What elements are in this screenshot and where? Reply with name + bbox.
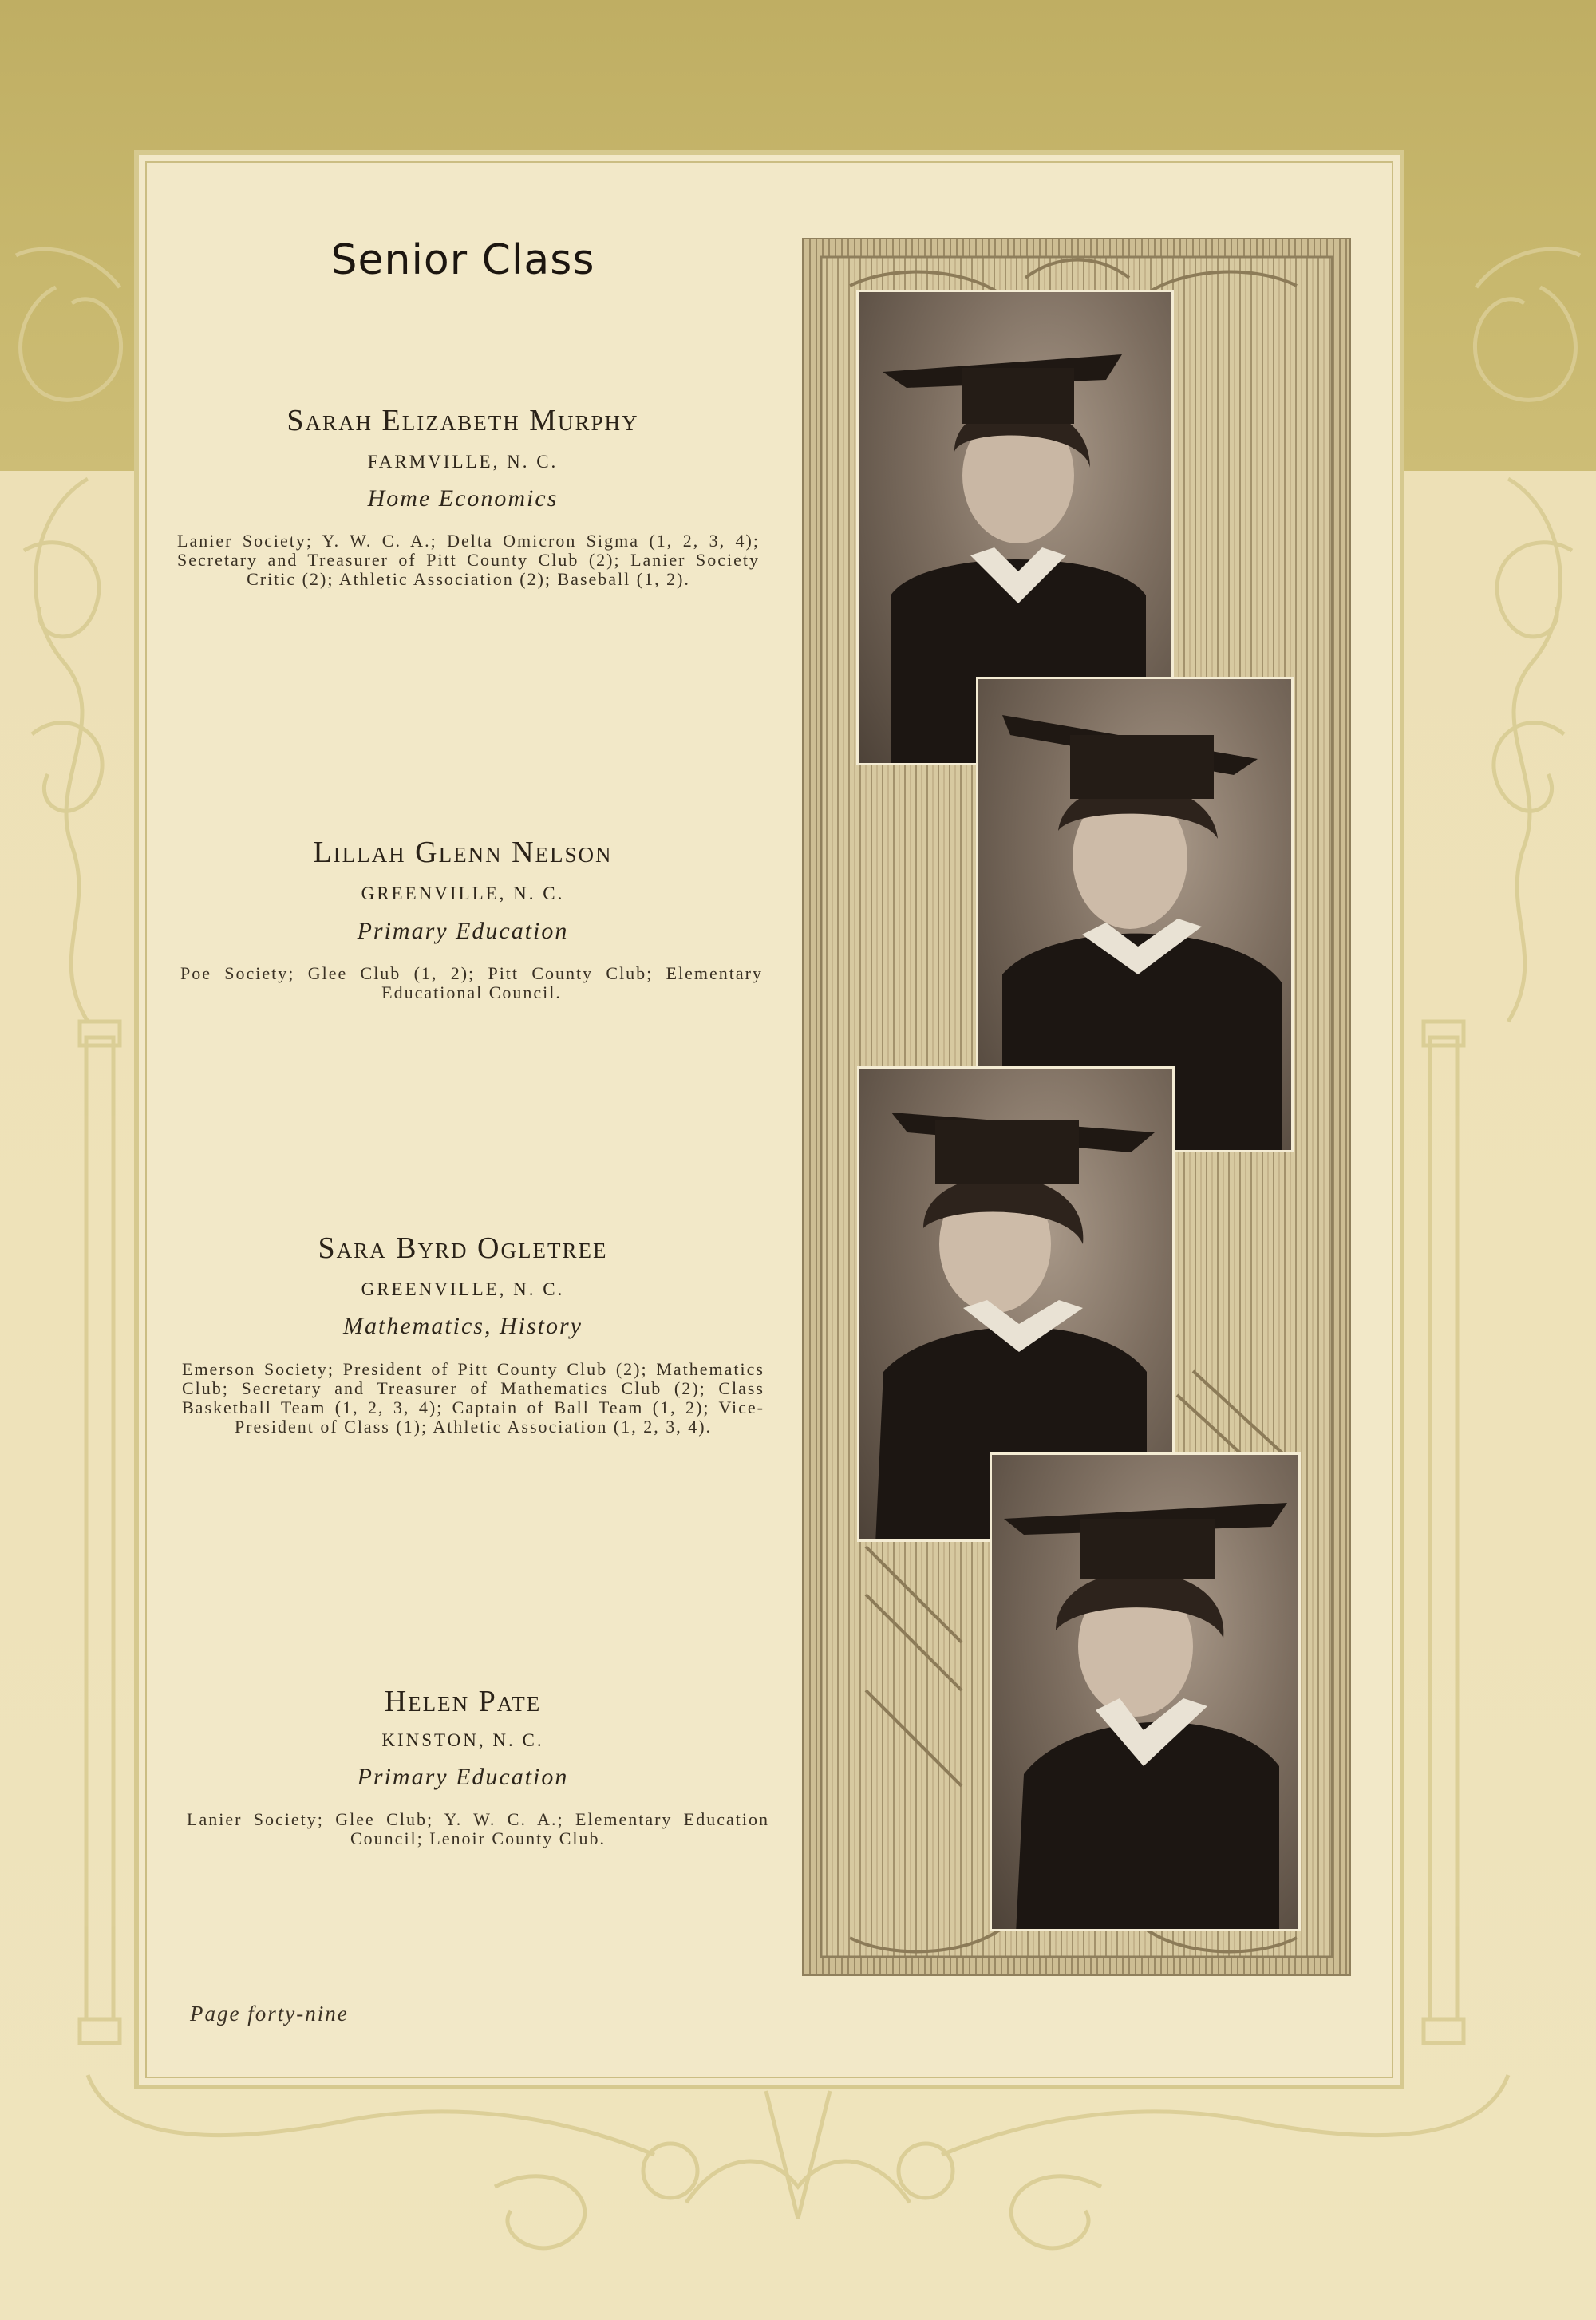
senior-town: FARMVILLE, N. C. bbox=[367, 452, 559, 472]
senior-activities: Lanier Society; Y. W. C. A.; Delta Omicron Sigma (1, 2, 3, 4); Secretary and Treasurer of Pitt County Club (2); Lanier Society Critic (2); Athletic Association (2); Baseball (1, 2). bbox=[177, 531, 760, 589]
senior-major: Primary Education bbox=[357, 1764, 569, 1790]
senior-name: Lillah Glenn Nelson bbox=[313, 836, 613, 869]
page-title: Senior Class bbox=[330, 236, 595, 284]
page-number-label: Page forty-nine bbox=[190, 2002, 349, 2026]
right-column-ornament bbox=[1424, 249, 1580, 2043]
left-column-ornament bbox=[16, 249, 121, 2043]
senior-major: Primary Education bbox=[357, 918, 569, 944]
graduate-portrait-4 bbox=[992, 1455, 1301, 1931]
bottom-scroll-ornament bbox=[88, 2075, 1508, 2248]
senior-activities: Emerson Society; President of Pitt County Club (2); Mathematics Club; Secretary and Treasurer of Mathematics Club (2); Class Basketball Team (1, 2, 3, 4); Captain of Ball Team (1, 2); Vice-President of Class (1); Athletic Association (1, 2, 3, 4). bbox=[182, 1359, 764, 1437]
senior-town: GREENVILLE, N. C. bbox=[361, 1279, 565, 1299]
senior-major: Mathematics, History bbox=[343, 1313, 583, 1339]
senior-name: Helen Pate bbox=[384, 1685, 542, 1718]
senior-town: KINSTON, N. C. bbox=[381, 1730, 544, 1750]
senior-town: GREENVILLE, N. C. bbox=[361, 883, 565, 903]
senior-name: Sara Byrd Ogletree bbox=[318, 1231, 608, 1265]
senior-name: Sarah Elizabeth Murphy bbox=[286, 404, 639, 437]
senior-major: Home Economics bbox=[367, 485, 559, 512]
senior-activities: Lanier Society; Glee Club; Y. W. C. A.; Elementary Education Council; Lenoir County Club. bbox=[187, 1809, 769, 1848]
portrait-photo bbox=[990, 1452, 1301, 1931]
senior-activities: Poe Society; Glee Club (1, 2); Pitt County Club; Elementary Educational Council. bbox=[180, 963, 763, 1002]
